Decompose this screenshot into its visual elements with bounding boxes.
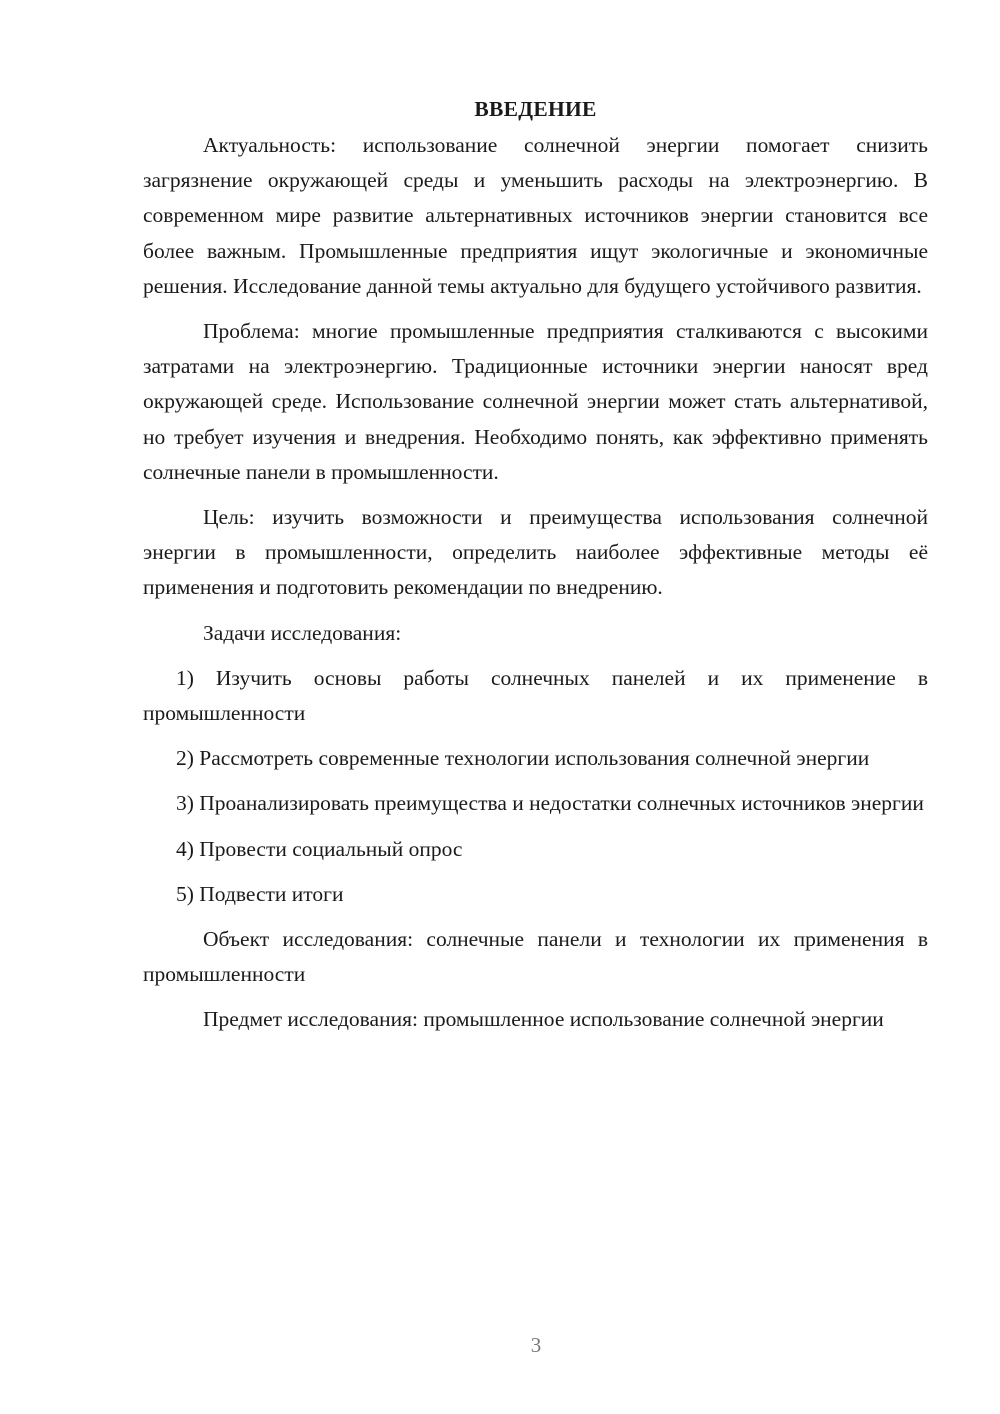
paragraph-subject: Предмет исследования: промышленное использование солнечной энергии	[203, 1007, 884, 1032]
task-item-3: 3) Проанализировать преимущества и недостатки солнечных источников энергии	[176, 791, 924, 816]
task-item-2: 2) Рассмотреть современные технологии использования солнечной энергии	[176, 746, 870, 771]
document-page	[143, 92, 928, 1048]
page-title: ВВЕДЕНИЕ	[474, 97, 597, 121]
task-item-4: 4) Провести социальный опрос	[176, 836, 463, 861]
paragraph-problem: Проблема: многие промышленные предприятия сталкиваются с высокими затратами на электроэнергию. Традиционные источники энергии наносят вред окружающей среде. Использование солнечной энергии может стать альтернативой, но требует изучения и внедрения. Необходимо понять, как эффективно применять солнечные панели в промышленности.	[143, 319, 928, 484]
page-number: 3	[530, 1333, 542, 1357]
paragraph-object: Объект исследования: солнечные панели и технологии их применения в промышленности	[143, 927, 928, 987]
paragraph-goal: Цель: изучить возможности и преимущества использования солнечной энергии в промышленности, определить наиболее эффективные методы её применения и подготовить рекомендации по внедрению.	[143, 505, 928, 600]
tasks-heading: Задачи исследования:	[203, 620, 402, 645]
task-item-5: 5) Подвести итоги	[176, 881, 344, 906]
paragraph-relevance: Актуальность: использование солнечной энергии помогает снизить загрязнение окружающей среды и уменьшить расходы на электроэнергию. В современном мире развитие альтернативных источников энергии становится все более важным. Промышленные предприятия ищут экологичные и экономичные решения. Исследование данной темы актуально для будущего устойчивого развития.	[143, 133, 928, 298]
task-item-1: 1) Изучить основы работы солнечных панелей и их применение в промышленности	[143, 665, 928, 726]
